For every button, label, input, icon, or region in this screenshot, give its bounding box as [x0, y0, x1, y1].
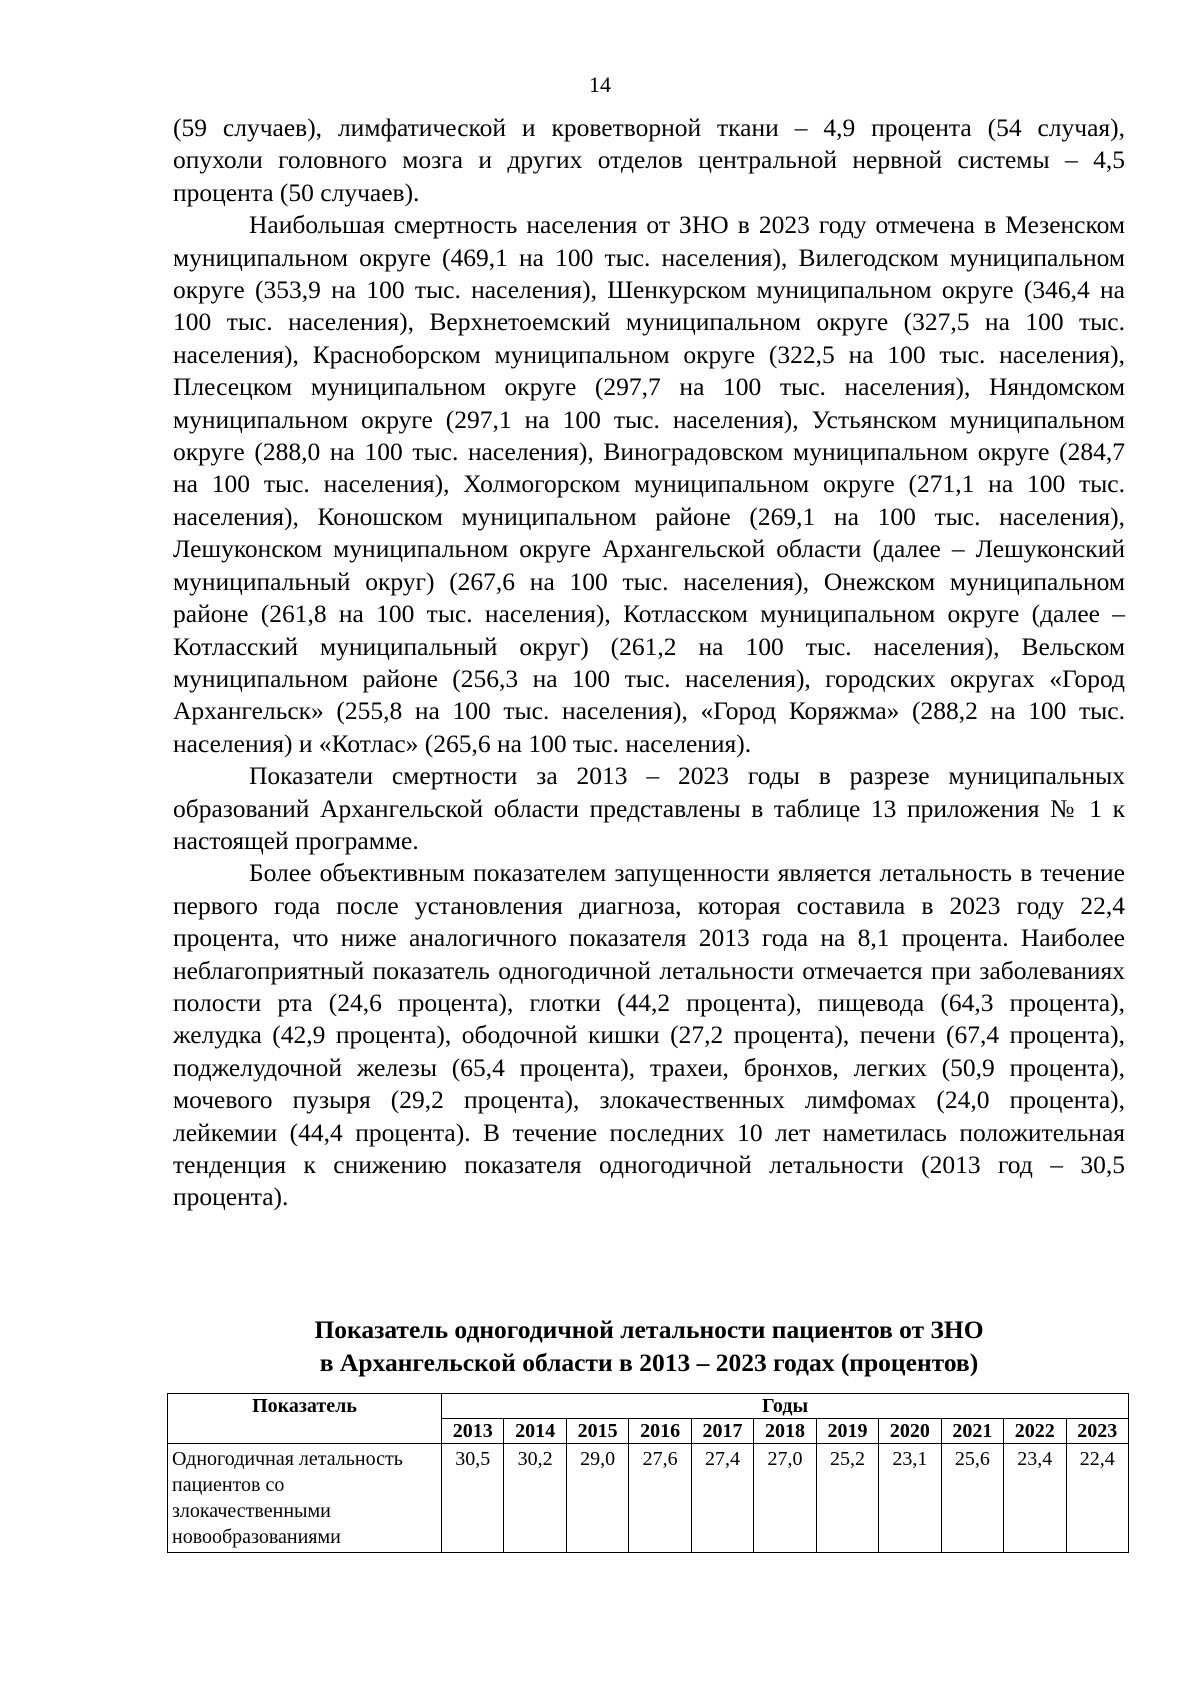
page-number: 14	[589, 72, 611, 97]
table-data-row	[168, 1444, 1129, 1553]
value-cell: 23,1	[879, 1444, 941, 1553]
value-cell: 22,4	[1066, 1444, 1128, 1553]
year-cell: 2019	[816, 1419, 878, 1444]
year-cell: 2013	[442, 1419, 504, 1444]
year-cell: 2016	[629, 1419, 691, 1444]
body-text	[173, 112, 1125, 1214]
header-indicator: Показатель	[168, 1394, 442, 1444]
year-cell: 2020	[879, 1419, 941, 1444]
value-cell: 27,0	[754, 1444, 816, 1553]
value-cell: 29,0	[566, 1444, 628, 1553]
year-cell: 2015	[566, 1419, 628, 1444]
value-cell: 30,5	[442, 1444, 504, 1553]
table-title	[173, 1313, 1125, 1379]
paragraph-mortality-reference: Показатели смертности за 2013 – 2023 годы в разрезе муниципальных образований Архангельской области представлены в таблице 13 приложения № 1 к настоящей программе.	[173, 761, 1125, 855]
year-cell: 2021	[941, 1419, 1003, 1444]
table-header-row	[168, 1394, 1129, 1419]
year-cell: 2022	[1004, 1419, 1066, 1444]
table-title-line-1: Показатель одногодичной летальности пациентов от ЗНО	[314, 1315, 984, 1344]
paragraph-continuation: (59 случаев), лимфатической и кроветворной ткани – 4,9 процента (54 случая), опухоли головного мозга и других отделов центральной нервной системы – 4,5 процента (50 случаев).	[173, 113, 1125, 207]
value-cell: 27,4	[691, 1444, 753, 1553]
value-cell: 30,2	[504, 1444, 566, 1553]
value-cell: 23,4	[1004, 1444, 1066, 1553]
table-title-line-2: в Архангельской области в 2013 – 2023 годах (процентов)	[319, 1348, 979, 1377]
year-cell: 2023	[1066, 1419, 1128, 1444]
lethality-table	[167, 1393, 1129, 1553]
header-years: Годы	[442, 1394, 1129, 1419]
year-cell: 2014	[504, 1419, 566, 1444]
paragraph-mortality-districts: Наибольшая смертность населения от ЗНО в 2023 году отмечена в Мезенском муниципальном округе (469,1 на 100 тыс. населения), Вилегодском муниципальном округе (353,9 на 100 тыс. населения), Шенкурском муниципальном округе (346,4 на 100 тыс. населения), Верхнетоемский муниципальном округе (327,5 на 100 тыс. населения), Красноборском муниципальном округе (322,5 на 100 тыс. населения), Плесецком муниципальном округе (297,7 на 100 тыс. населения), Няндомском муниципальном округе (297,1 на 100 тыс. населения), Устьянском муниципальном округе (288,0 на 100 тыс. населения), Виноградовском муниципальном округе (284,7 на 100 тыс. населения), Холмогорском муниципальном округе (271,1 на 100 тыс. населения), Коношском муниципальном районе (269,1 на 100 тыс. населения), Лешуконском муниципальном округе Архангельской области (далее – Лешуконский муниципальный округ) (267,6 на 100 тыс. населения), Онежском муниципальном районе (261,8 на 100 тыс. населения), Котласском муниципальном округе (далее – Котласский муниципальный округ) (261,2 на 100 тыс. населения), Вельском муниципальном районе (256,3 на 100 тыс. населения), городских округах «Город Архангельск» (255,8 на 100 тыс. населения), «Город Коряжма» (288,2 на 100 тыс. населения) и «Котлас» (265,6 на 100 тыс. населения).	[173, 210, 1125, 758]
value-cell: 27,6	[629, 1444, 691, 1553]
value-cell: 25,6	[941, 1444, 1003, 1553]
year-cell: 2018	[754, 1419, 816, 1444]
year-cell: 2017	[691, 1419, 753, 1444]
paragraph-lethality: Более объективным показателем запущенности является летальность в течение первого года после установления диагноза, которая составила в 2023 году 22,4 процента, что ниже аналогичного показателя 2013 года на 8,1 процента. Наиболее неблагоприятный показатель одногодичной летальности отмечается при заболеваниях полости рта (24,6 процента), глотки (44,2 процента), пищевода (64,3 процента), желудка (42,9 процента), ободочной кишки (27,2 процента), печени (67,4 процента), поджелудочной железы (65,4 процента), трахеи, бронхов, легких (50,9 процента), мочевого пузыря (29,2 процента), злокачественных лимфомах (24,0 процента), лейкемии (44,4 процента). В течение последних 10 лет наметилась положительная тенденция к снижению показателя одногодичной летальности (2013 год – 30,5 процента).	[173, 858, 1125, 1212]
indicator-cell: Одногодичная летальность пациентов со злокачественными новообразованиями	[168, 1444, 442, 1553]
value-cell: 25,2	[816, 1444, 878, 1553]
